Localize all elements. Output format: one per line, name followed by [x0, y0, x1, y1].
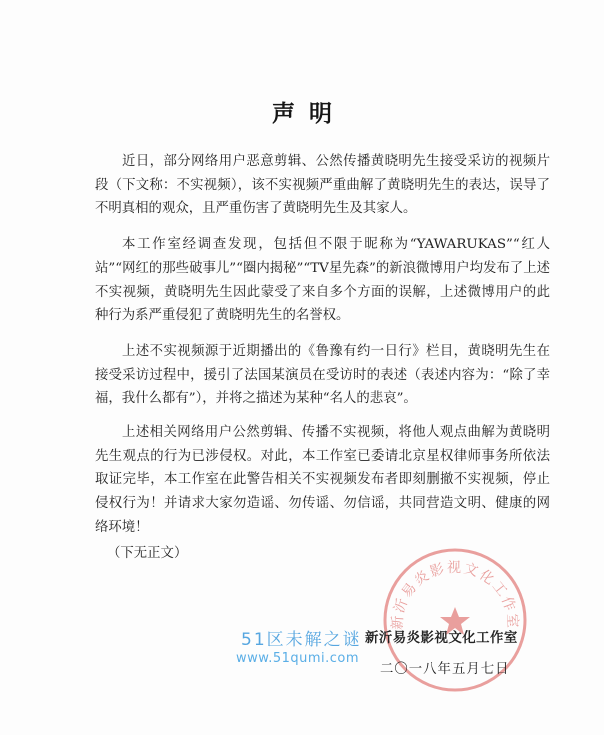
watermark-name: 51区未解之谜	[241, 630, 362, 650]
document-title: 声明	[272, 100, 346, 127]
document-body	[95, 150, 550, 565]
document-date: 二〇一八年五月七日	[380, 662, 510, 677]
paragraph-1: 近日，部分网络用户恶意剪辑、公然传播黄晓明先生接受采访的视频片段（下文称：不实视频），该不实视频严重曲解了黄晓明先生的表达，误导了不明真相的观众，且严重伤害了黄晓明先生及其家人。	[95, 154, 550, 217]
paragraph-4: 上述相关网络用户公然剪辑、传播不实视频，将他人观点曲解为黄晓明先生观点的行为已涉侵权。对此，本工作室已委请北京星权律师事务所依法取证完毕，本工作室在此警告相关不实视频发布者即刻删撤不实视频，停止侵权行为！并请求大家勿造谣、勿传谣、勿信谣，共同营造文明、健康的网络环境！	[95, 425, 550, 535]
signer-name: 新沂易炎影视文化工作室	[365, 630, 518, 646]
paragraph-2: 本工作室经调查发现，包括但不限于昵称为“YAWARUKAS”“红人站”“网红的那些破事儿”“圈内揭秘”“TV星先森”的新浪微博用户均发布了上述不实视频，黄晓明先生因此蒙受了来自多个方面的误解，上述微博用户的此种行为系严重侵犯了黄晓明先生的名誉权。	[95, 237, 550, 324]
paragraph-3: 上述不实视频源于近期播出的《鲁豫有约一日行》栏目，黄晓明先生在接受采访过程中，援引了法国某演员在受访时的表述（表述内容为：“除了幸福，我什么都有”），并将之描述为某种“名人的悲哀”。	[95, 343, 550, 407]
seal-text: 新沂易炎影视文化工作室	[389, 560, 521, 631]
watermark-url: www.51qumi.com	[236, 651, 360, 666]
end-note: （下无正文）	[107, 545, 188, 561]
